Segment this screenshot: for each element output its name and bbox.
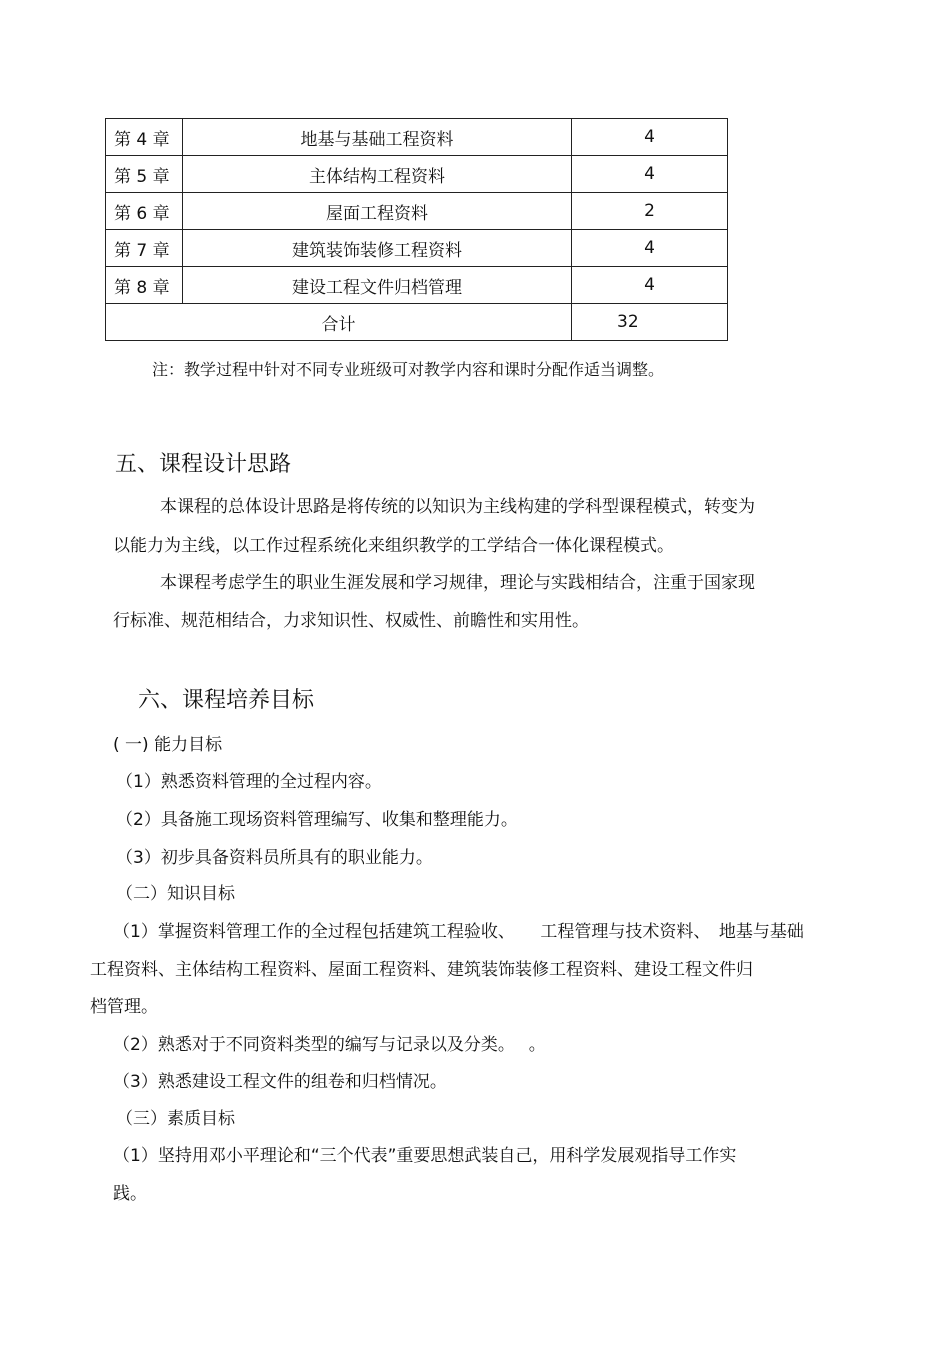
table-row bbox=[106, 193, 728, 230]
table-total-row bbox=[106, 304, 728, 341]
chapter-cell: 第 8 章 bbox=[106, 267, 183, 304]
knowledge-item-1-line2: 工程资料、主体结构工程资料、屋面工程资料、建筑装饰装修工程资料、建设工程文件归 bbox=[90, 960, 753, 980]
knowledge-heading: （二）知识目标 bbox=[116, 884, 235, 904]
title-cell: 地基与基础工程资料 bbox=[183, 119, 572, 156]
course-hours-table bbox=[105, 118, 728, 341]
quality-heading: （三）素质目标 bbox=[116, 1109, 235, 1129]
table-row bbox=[106, 156, 728, 193]
ability-item-2: （2）具备施工现场资料管理编写、收集和整理能力。 bbox=[116, 810, 518, 830]
total-label-cell: 合计 bbox=[106, 304, 572, 341]
table-note: 注：教学过程中针对不同专业班级可对教学内容和课时分配作适当调整。 bbox=[152, 360, 665, 379]
title-cell: 主体结构工程资料 bbox=[183, 156, 572, 193]
hours-cell: 4 bbox=[572, 156, 728, 193]
hours-cell: 4 bbox=[572, 230, 728, 267]
section5-paragraph2-line1: 本课程考虑学生的职业生涯发展和学习规律，理论与实践相结合，注重于国家现 bbox=[160, 573, 755, 593]
title-cell: 建筑装饰装修工程资料 bbox=[183, 230, 572, 267]
chapter-cell: 第 4 章 bbox=[106, 119, 183, 156]
section5-heading: 五、课程设计思路 bbox=[115, 452, 292, 477]
title-cell: 屋面工程资料 bbox=[183, 193, 572, 230]
ability-item-3: （3）初步具备资料员所具有的职业能力。 bbox=[116, 848, 433, 868]
knowledge-item-3: （3）熟悉建设工程文件的组卷和归档情况。 bbox=[113, 1072, 447, 1092]
chapter-cell: 第 5 章 bbox=[106, 156, 183, 193]
hours-cell: 4 bbox=[572, 267, 728, 304]
hours-cell: 4 bbox=[572, 119, 728, 156]
title-cell: 建设工程文件归档管理 bbox=[183, 267, 572, 304]
ability-item-1: （1）熟悉资料管理的全过程内容。 bbox=[116, 772, 382, 792]
table-row bbox=[106, 230, 728, 267]
section5-paragraph1-line2: 以能力为主线，以工作过程系统化来组织教学的工学结合一体化课程模式。 bbox=[113, 536, 674, 556]
chapter-cell: 第 7 章 bbox=[106, 230, 183, 267]
quality-item-1-line1: （1）坚持用邓小平理论和“三个代表”重要思想武装自己，用科学发展观指导工作实 bbox=[113, 1146, 737, 1166]
hours-cell: 2 bbox=[572, 193, 728, 230]
section6-heading: 六、课程培养目标 bbox=[138, 688, 315, 713]
table-row bbox=[106, 119, 728, 156]
total-value-cell: 32 bbox=[572, 304, 728, 341]
knowledge-item-2: （2）熟悉对于不同资料类型的编写与记录以及分类。 。 bbox=[113, 1035, 546, 1055]
section5-paragraph2-line2: 行标准、规范相结合，力求知识性、权威性、前瞻性和实用性。 bbox=[113, 611, 589, 631]
quality-item-1-line2: 践。 bbox=[113, 1184, 147, 1204]
table-row bbox=[106, 267, 728, 304]
ability-heading: ( 一) 能力目标 bbox=[113, 735, 223, 755]
section5-paragraph1-line1: 本课程的总体设计思路是将传统的以知识为主线构建的学科型课程模式，转变为 bbox=[160, 497, 755, 517]
knowledge-item-1-line3: 档管理。 bbox=[90, 997, 158, 1017]
knowledge-item-1-line1: （1）掌握资料管理工作的全过程包括建筑工程验收、 工程管理与技术资料、 地基与基础 bbox=[113, 922, 804, 942]
chapter-cell: 第 6 章 bbox=[106, 193, 183, 230]
